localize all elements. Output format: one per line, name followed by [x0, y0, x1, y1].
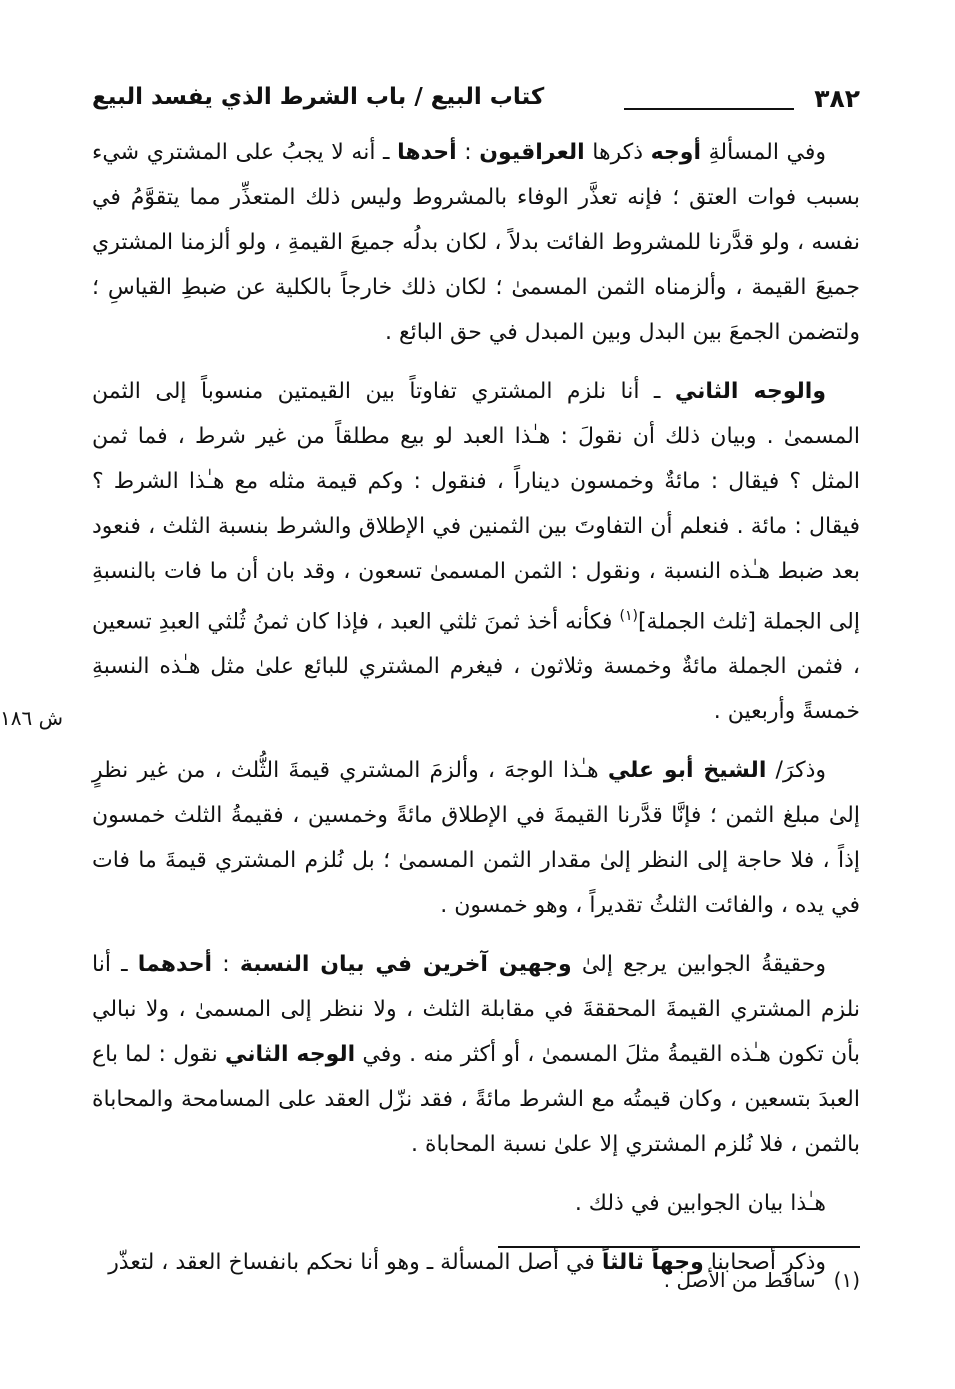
footnote-text: ساقط من الأصل . [663, 1268, 816, 1292]
bold-term: وجهين آخرين في بيان النسبة [239, 952, 572, 978]
page-header [92, 82, 860, 122]
text-run: نقول : لما باع العبدَ بتسعين ، وكان قيمتُه مع الشرط مائةً ، فقد نزّل العقد على المسامحة والمحاباة بالثمن ، فلا نُلزم المشتري إلا علىٰ نسبة المحاباة . [92, 1042, 860, 1158]
text-run: وفي المسألةِ [701, 140, 827, 165]
footnote [100, 1268, 860, 1292]
paragraph-5 [92, 1181, 860, 1226]
running-title: كتاب البيع / باب الشرط الذي يفسد البيع [92, 84, 545, 110]
bold-term: الشيخ أبو علي [607, 758, 767, 784]
bold-term: الوجه الثاني [224, 1042, 356, 1068]
text-run: ـ أنا نلزم المشتري القيمةَ المحققةَ في مقابلة الثلث ، ولا ننظر إلى المسمىٰ ، ولا نبالي بأن تكون هـٰذه القيمةُ مثلَ المسمىٰ ، أو أكثر منه . وفي [92, 952, 860, 1068]
text-run: : [456, 140, 480, 165]
paragraph-2 [92, 369, 860, 734]
bold-term: أحدهما [137, 952, 213, 978]
margin-note: ش ١٨٦ [0, 706, 64, 730]
text-run: هـٰذا الوجهَ ، وألزمَ المشتري قيمةَ الثُّلث ، من غير نظرٍ إلىٰ مبلغ الثمن ؛ فإنَّا قدَّرنا القيمةَ في الإطلاق مائةً وخمسين ، فقيمةُ الثلث خمسون إذاً ، فلا حاجة إلى النظر إلىٰ مقدار الثمن المسمىٰ ؛ بل نُلزم المشتري قيمةَ ما فات في يده ، والفائت الثلثُ تقديراً ، وهو خمسون . [92, 758, 860, 919]
text-run: : [212, 952, 240, 978]
footnote-rule [498, 1246, 860, 1248]
text-run: هـٰذا بيان الجوابين في ذلك . [574, 1191, 826, 1217]
paragraph-1 [92, 130, 860, 355]
page-number: ٣٨٢ [814, 84, 860, 113]
header-rule [624, 108, 794, 110]
text-run: وذكر أصحابنا [703, 1250, 826, 1276]
text-run: ذكرها [584, 140, 651, 165]
main-text [92, 130, 860, 1285]
footnote-reference: (١) [619, 608, 638, 624]
bold-term: العراقيون [479, 140, 585, 165]
text-run: في أصل المسألة ـ وهو أنا نحكم بانفساخ العقد ، لتعذّر [108, 1250, 602, 1276]
text-run: ـ أنا نلزم المشتري تفاوتاً بين القيمتين منسوباً إلى الثمن المسمىٰ . وبيان ذلك أن نقولَ : هـٰذا العبد لو بيع مطلقاً من غير شرط ، فما ثمن المثل ؟ فيقال : مائةٌ وخمسون ديناراً ، فنقول : وكم قيمة مثله مع هـٰذا الشرط ؟ فيقال : مائة . فنعلم أن التفاوتَ بين الثمنين في الإطلاق والشرط بنسبة الثلث ، فنعود بعد ضبط هـٰذه النسبة ، ونقول : الثمن المسمىٰ تسعون ، وقد بان أن ما فات بالنسبةِ إلى الجملة [ثلث الجملة] [92, 379, 860, 635]
text-run: فكأنه أخذ ثمنَ ثلثي العبد ، فإذا كان ثمنُ ثُلثي العبدِ تسعين ، فثمن الجملة مائةٌ وخمسة وثلاثون ، فيغرم المشتري للبائع علىٰ مثل هـٰذه النسبةِ خمسةً وأربعين . [92, 609, 860, 725]
text-run: ـ أنه لا يجبُ على المشتري شيء بسبب فوات العتق ؛ فإنه تعذَّر الوفاء بالمشروط وليس ذلك المتعذِّر مما يتقوَّمُ في نفسه ، ولو قدَّرنا للمشروط الفائت بدلاً ، لكان بدلُه جميعَ القيمةِ ، ولو ألزمنا المشتري جميعَ القيمة ، وألزمناه الثمن المسمىٰ ؛ لكان ذلك خارجاً بالكلية عن ضبطِ القياسِ ؛ ولتضمن الجمعَ بين البدل وبين المبدل في حق البائع . [92, 140, 860, 345]
paragraph-4 [92, 942, 860, 1167]
bold-term: أوجه [650, 140, 701, 165]
footnote-mark: (١) [833, 1268, 860, 1292]
paragraph-3 [92, 748, 860, 928]
bold-term: وجهاً ثالثاً [601, 1250, 704, 1276]
bold-term: والوجه الثاني [674, 379, 826, 404]
text-run: وحقيقةُ الجوابين يرجع إلىٰ [571, 952, 826, 978]
text-run: وذكرَ/ [766, 758, 826, 784]
bold-term: أحدها [397, 140, 457, 165]
